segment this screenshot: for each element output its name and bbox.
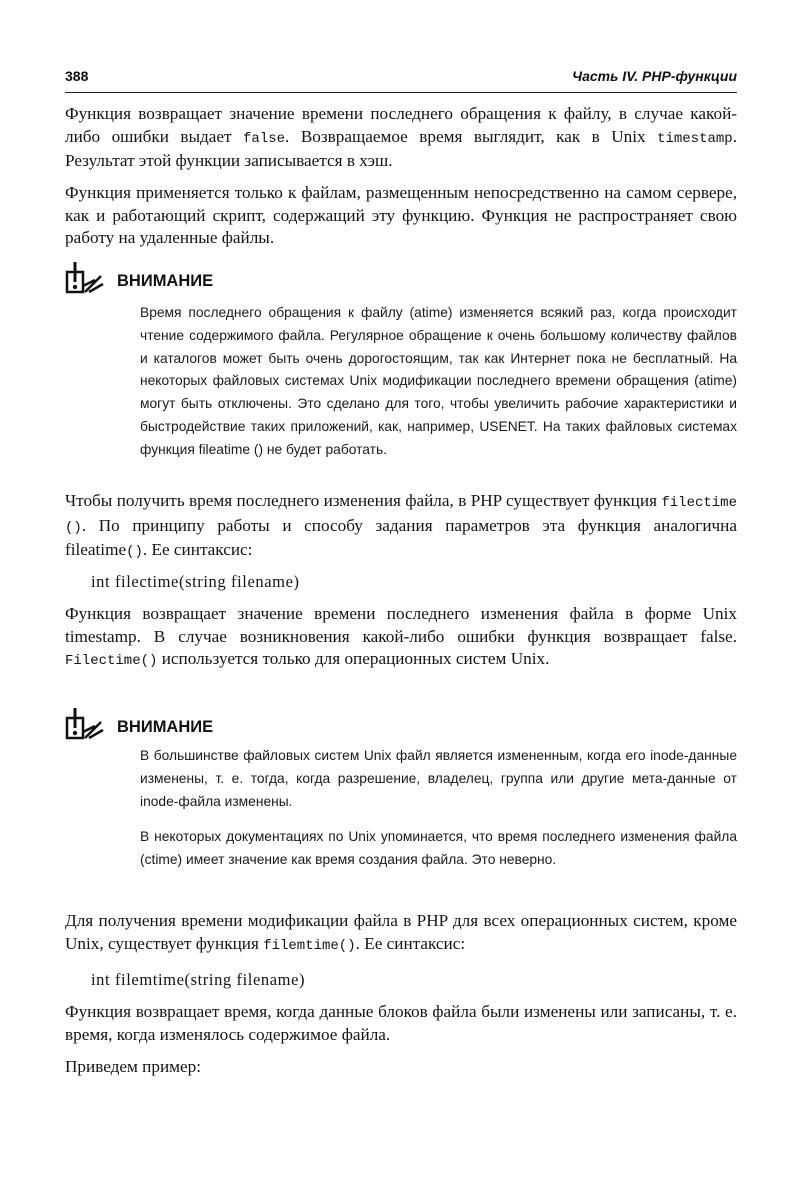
paragraph-example-intro: Приведем пример: — [65, 1057, 202, 1076]
warning-header-1 — [65, 262, 365, 298]
warning-text-ctime: В некоторых документациях по Unix упоминается, что время последнего изменения файла (ctime) имеет значение как время создания файла. Это неверно. — [140, 829, 737, 867]
paragraph-filectime-intro: Чтобы получить время последнего изменения файла, в PHP существует функция filectime (). По принципу работы и способу задания параметров эта функция аналогична fileatime(). Ее синтаксис: — [65, 491, 737, 560]
inline-code-Filectime: Filectime() — [65, 653, 158, 669]
inline-code-false: false — [243, 130, 286, 147]
code-filectime-signature: int filectime(string filename) — [91, 572, 300, 591]
warning-title: ВНИМАНИЕ — [117, 718, 214, 736]
attention-hand-icon — [65, 708, 105, 742]
warning-title: ВНИМАНИЕ — [117, 272, 214, 290]
code-filemtime-signature: int filemtime(string filename) — [91, 970, 306, 989]
inline-code-timestamp: timestamp — [657, 130, 733, 147]
paragraph-filemtime-returns: Функция возвращает время, когда данные блоков файла были изменены или записаны, т. е. время, когда изменялось содержимое файла. — [65, 1002, 737, 1044]
attention-hand-icon — [65, 262, 105, 296]
page-number: 388 — [65, 68, 89, 84]
paragraph-atime-description: Функция возвращает значение времени последнего обращения к файлу, в случае какой-либо ошибки выдает false. Возвращаемое время выглядит, как в Unix timestamp. Результат этой функции записывается в хэш. — [65, 104, 737, 170]
warning-text-atime: Время последнего обращения к файлу (atime) изменяется всякий раз, когда происходит чтение содержимого файла. Регулярное обращение к очень большому количеству файлов и каталогов может быть очень дорогостоящим, так как Интернет пока не бесплатный. На некоторых файловых системах Unix модификации последнего времени обращения (atime) могут быть отключены. Это сделано для того, чтобы увеличить рабочие характеристики и быстродействие таких приложений, как, например, USENET. На таких файловых системах функция fileatime () не будет работать. — [140, 305, 737, 457]
warning-text-inode: В большинстве файловых систем Unix файл является измененным, когда его inode-данные изменены, т. е. тогда, когда разрешение, владелец, группа или другие мета-данные от inode-файла изменены. — [140, 748, 737, 809]
running-header — [65, 66, 737, 88]
paragraph-filemtime-intro: Для получения времени модификации файла в PHP для всех операционных систем, кроме Unix, существует функция filemtime(). Ее синтаксис: — [65, 911, 737, 954]
inline-code-filectime: filectime () — [65, 495, 737, 536]
paragraph-local-files: Функция применяется только к файлам, размещенным непосредственно на самом сервере, как и работающий скрипт, содержащий эту функцию. Функция не распространяет свою работу на удаленные файлы. — [65, 183, 737, 247]
paragraph-filectime-returns: Функция возвращает значение времени последнего изменения файла в форме Unix timestamp. В случае возникновения какой-либо ошибки функция возвращает false. Filectime() используется только для операционных систем Unix. — [65, 604, 737, 669]
inline-code-filemtime: filemtime() — [263, 937, 356, 954]
inline-code-parens: () — [126, 544, 143, 560]
running-title: Часть IV. PHP-функции — [572, 68, 737, 84]
warning-header-2 — [65, 708, 365, 744]
header-rule — [65, 92, 737, 93]
